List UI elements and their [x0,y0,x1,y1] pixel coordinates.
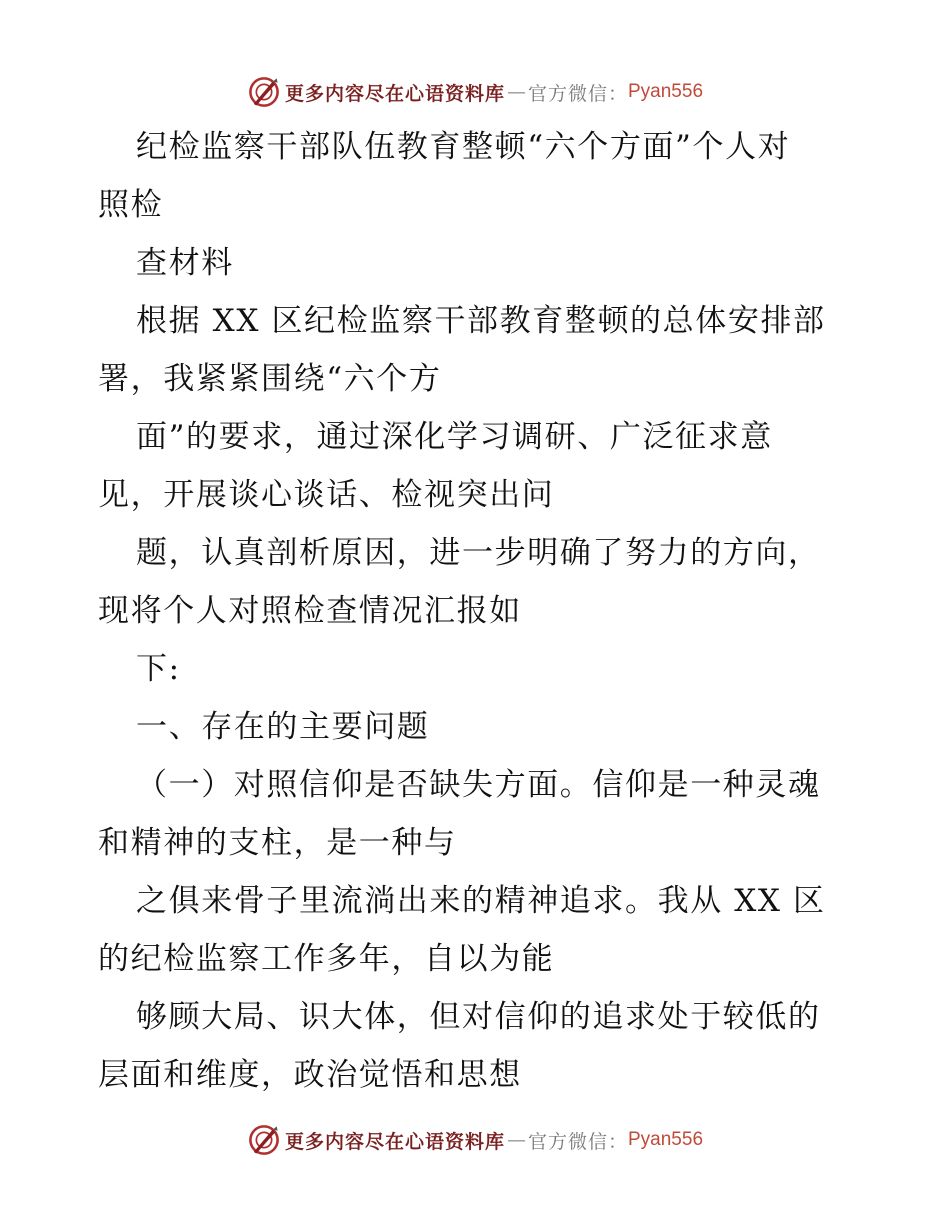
paragraph-line: 下: [136,651,181,687]
paragraph-line: 之俱来骨子里流淌出来的精神追求。我从 XX 区 [136,883,826,919]
paragraph-line: （一）对照信仰是否缺失方面。信仰是一种灵魂 [136,767,821,803]
pen-logo-icon [247,75,281,109]
paragraph-line: 现将个人对照检查情况汇报如 [98,593,522,629]
title-line: 纪检监察干部队伍教育整顿“六个方面”个人对 [136,129,791,165]
section-heading: 一、存在的主要问题 [136,709,430,745]
watermark-wechat-id: Pyan556 [628,1129,704,1150]
paragraph-line: 的纪检监察工作多年，自以为能 [98,941,555,977]
watermark-separator: — [506,81,526,103]
paragraph-line: 根据 XX 区纪检监察干部教育整顿的总体安排部 [136,303,826,339]
paragraph-line: 见，开展谈心谈话、检视突出问 [98,477,555,513]
paragraph-line: 层面和维度，政治觉悟和思想 [98,1057,522,1093]
paragraph-line: 和精神的支柱，是一种与 [98,825,457,861]
paragraph-line: 署，我紧紧围绕“六个方 [98,361,442,397]
watermark-separator: — [506,1129,526,1151]
footer-watermark [0,1120,950,1160]
watermark-brand: 更多内容尽在心语资料库 [284,82,505,105]
header-watermark [0,72,950,112]
title-line: 照检 [98,187,164,223]
watermark-brand: 更多内容尽在心语资料库 [284,1130,505,1153]
paragraph-line: 题，认真剖析原因，进一步明确了努力的方向， [136,535,821,571]
paragraph-line: 够顾大局、识大体，但对信仰的追求处于较低的 [136,999,821,1035]
watermark-wechat-label: 官方微信： [527,82,628,105]
watermark-wechat-id: Pyan556 [628,81,704,102]
pen-logo-icon [247,1123,281,1157]
watermark-wechat-label: 官方微信： [527,1130,628,1153]
title-line: 查材料 [136,245,234,281]
document-body [98,118,858,1104]
paragraph-line: 面”的要求，通过深化学习调研、广泛征求意 [136,419,773,455]
